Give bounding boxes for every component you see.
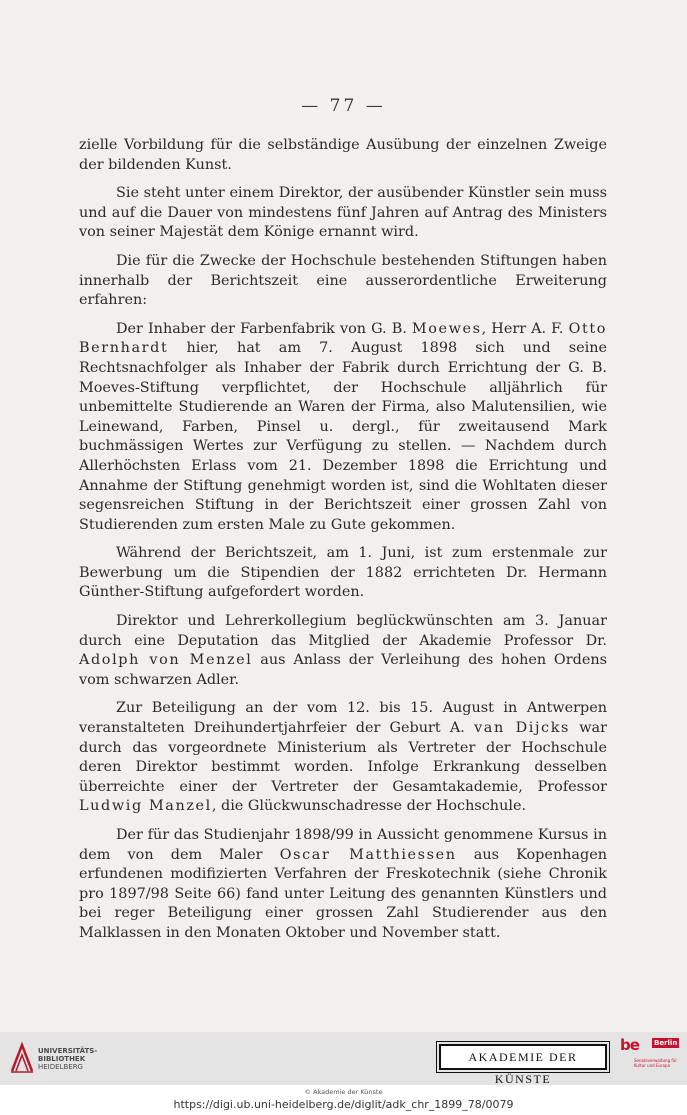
page-text	[79, 136, 607, 953]
text-run: Zur Beteiligung an der vom 12. bis 15. August in Antwerpen veranstalteten Dreihundertjahrfeier der Geburt A.	[79, 700, 607, 737]
bkm-be-text: be	[620, 1036, 639, 1054]
paragraph	[79, 136, 607, 175]
text-run: Der für das Studienjahr 1898/99 in Aussicht genommene Kursus in dem von dem Maler	[79, 827, 607, 863]
bkm-berlin-badge: Berlin	[654, 1039, 678, 1047]
paragraph	[79, 699, 607, 817]
spaced-name: Moewes	[411, 320, 482, 337]
ub-line-3: HEIDELBERG	[38, 1063, 83, 1071]
spaced-name: Ludwig Manzel	[79, 798, 212, 815]
ub-line-2: BIBLIOTHEK	[38, 1055, 86, 1063]
text-run: Direktor und Lehrerkollegium beglückwünschten am 3. Januar durch eine Deputation das Mitglied der Akademie Professor Dr.	[79, 613, 607, 649]
ub-heidelberg-mark-icon	[10, 1041, 34, 1075]
text-run: , die Glückwunschadresse der Hochschule.	[211, 798, 527, 815]
paragraph	[79, 544, 607, 603]
text-run: aus Anlass der Verleihung des hohen Ordens vom schwarzen Adler.	[79, 652, 607, 688]
paragraph	[79, 320, 607, 536]
bkm-subtitle: Senatsverwaltung für Kultur und Europa	[634, 1058, 677, 1068]
spaced-name: Oscar Matthiessen	[279, 846, 457, 863]
ub-line-1: UNIVERSITÄTS-	[38, 1047, 98, 1055]
page-number: — 77 —	[301, 96, 386, 116]
text-run: , Herr A. F.	[481, 320, 569, 337]
spaced-name: Adolph von Menzel	[79, 652, 253, 669]
text-run: Während der Berichtszeit, am 1. Juni, ist zum erstenmale zur Bewerbung um die Stipendien der 1882 errichteten Dr. Hermann Günther-Stiftung aufgefordert worden.	[79, 545, 607, 601]
text-run: zielle Vorbildung für die selbständige Ausübung der einzelnen Zweige der bildenden Kunst.	[79, 137, 607, 173]
text-run: hier, hat am 7. August 1898 sich und seine Rechtsnachfolger als Inhaber der Fabrik durch Errichtung der G. B. Moeves-Stiftung verpflichtet, der Hochschule alljährlich für unbemittelte Studierende an Waren der Firma, also Malutensilien, wie Leinewand, Farben, Pinsel u. dergl., für zweitausend Mark buchmässigen Wertes zur Verfügung zu stellen. — Nachdem durch Allerhöchsten Erlass vom 21. Dezember 1898 die Errichtung und Annahme der Stiftung genehmigt worden ist, sind die Wohltaten dieser segensreichen Stiftung in der Berichtszeit einer grossen Zahl von Studierenden zum ersten Male zu Gute gekommen.	[79, 340, 607, 533]
footer-bar	[0, 1032, 687, 1085]
text-run: aus Kopenhagen erfundenen modifizierten Verfahren der Freskotechnik (siehe Chronik pro 1897/98 Seite 66) fand unter Leitung des genannten Künstlers und bei reger Beteiligung einer grossen Zahl Studierender aus den Malklassen in den Monaten Oktober und November statt.	[79, 846, 607, 941]
permalink-url[interactable]: https://digi.ub.uni-heidelberg.de/diglit/adk_chr_1899_78/0079	[173, 1098, 514, 1111]
text-run: Sie steht unter einem Direktor, der ausübender Künstler sein muss und auf die Dauer von mindestens fünf Jahren auf Antrag des Ministers von seiner Majestät dem Könige ernannt wird.	[79, 185, 607, 241]
berlin-senate-logo[interactable]	[620, 1036, 680, 1080]
spaced-name: Otto Bernhardt	[79, 320, 607, 357]
spaced-name: van Dijcks	[474, 720, 571, 737]
ub-heidelberg-logo[interactable]	[10, 1039, 110, 1079]
paragraph	[79, 184, 607, 243]
paragraph	[79, 252, 607, 311]
text-run: war durch das vorgeordnete Ministerium als Vertreter der Hochschule deren Direktor bestimmt worden. Infolge Erkrankung desselben überreichte einer der Vertreter der Gesamtakademie, Professor	[79, 720, 608, 795]
text-run: Der Inhaber der Farbenfabrik von G. B.	[116, 320, 412, 337]
akademie-der-kuenste-logo[interactable]: AKADEMIE DER KÜNSTE	[439, 1044, 607, 1070]
paragraph	[79, 612, 607, 690]
paragraph	[79, 826, 607, 944]
text-run: Die für die Zwecke der Hochschule bestehenden Stiftungen haben innerhalb der Berichtszeit eine ausserordentliche Erweiterung erfahren:	[79, 252, 607, 309]
copyright-notice: © Akademie der Künste	[304, 1088, 383, 1096]
